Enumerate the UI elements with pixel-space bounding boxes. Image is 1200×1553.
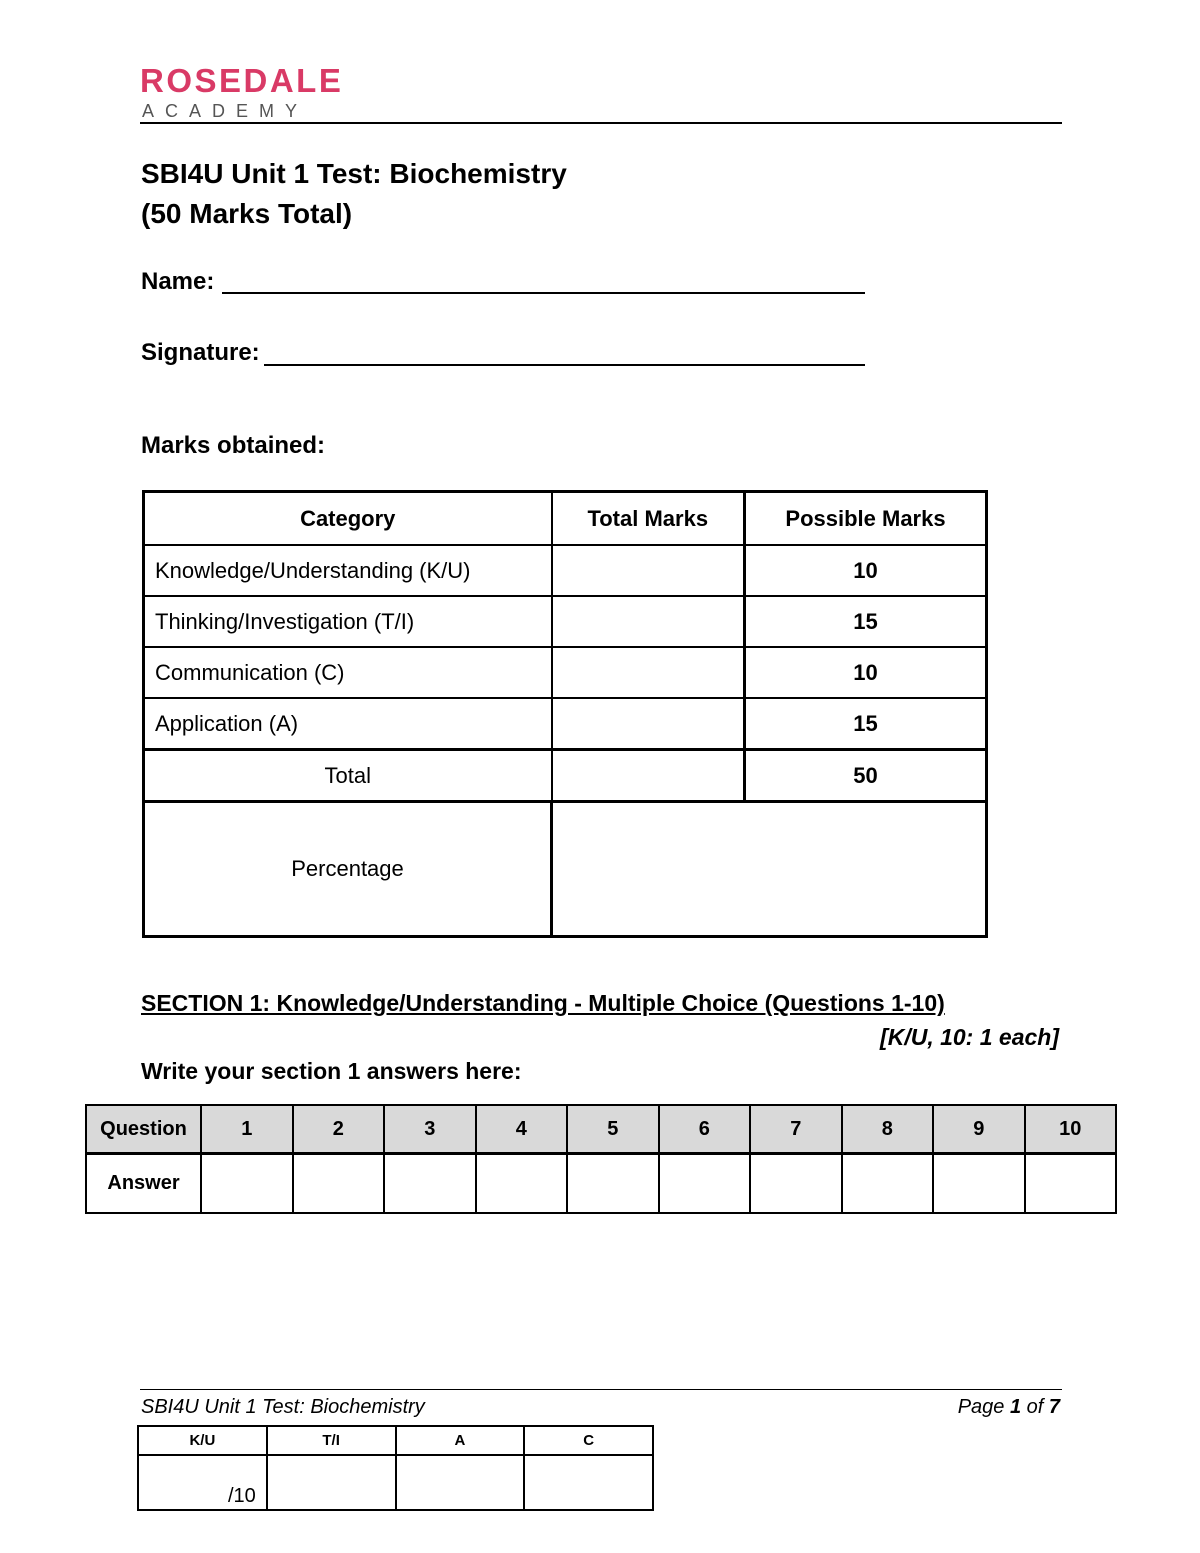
total-label-cell: Total — [144, 750, 552, 802]
question-number: 4 — [476, 1105, 568, 1154]
summary-ku-value[interactable]: /10 — [138, 1455, 267, 1510]
possible-marks-cell: 10 — [745, 647, 987, 698]
title-line-2: (50 Marks Total) — [141, 198, 353, 229]
marks-row-ku — [144, 545, 987, 596]
answer-table — [85, 1104, 1117, 1214]
header-rule — [140, 122, 1062, 124]
marks-row-c — [144, 647, 987, 698]
total-marks-cell[interactable] — [552, 750, 745, 802]
category-cell: Application (A) — [144, 698, 552, 750]
answer-cell-10[interactable] — [1025, 1154, 1117, 1214]
question-number: 6 — [659, 1105, 751, 1154]
question-number: 3 — [384, 1105, 476, 1154]
answer-cell-7[interactable] — [750, 1154, 842, 1214]
footer-rule — [140, 1389, 1062, 1390]
question-row — [86, 1105, 1116, 1154]
name-label: Name: — [141, 268, 215, 295]
section-1-instruction: Write your section 1 answers here: — [141, 1058, 522, 1084]
category-cell: Communication (C) — [144, 647, 552, 698]
answer-cell-5[interactable] — [567, 1154, 659, 1214]
logo-academy: ACADEMY — [142, 101, 309, 121]
possible-marks-cell: 15 — [745, 596, 987, 647]
summary-ti-value[interactable] — [267, 1455, 396, 1510]
page-title — [141, 154, 567, 234]
summary-a-value[interactable] — [396, 1455, 525, 1510]
logo-rosedale: ROSEDALE — [140, 62, 344, 99]
percentage-label-cell: Percentage — [144, 802, 552, 937]
page-current: 1 — [1009, 1396, 1022, 1418]
total-marks-cell[interactable] — [552, 545, 745, 596]
answer-label: Answer — [86, 1154, 201, 1214]
question-number: 8 — [842, 1105, 934, 1154]
section-1-marks: [K/U, 10: 1 each] — [880, 1024, 1059, 1050]
question-number: 7 — [750, 1105, 842, 1154]
summary-header-c: C — [524, 1426, 653, 1455]
answer-cell-4[interactable] — [476, 1154, 568, 1214]
page-prefix: Page — [957, 1396, 1010, 1418]
header-category: Category — [144, 492, 552, 546]
summary-header-row — [138, 1426, 653, 1455]
page-total: 7 — [1048, 1396, 1060, 1418]
footer-title: SBI4U Unit 1 Test: Biochemistry — [141, 1396, 425, 1418]
answer-cell-3[interactable] — [384, 1154, 476, 1214]
question-number: 10 — [1025, 1105, 1117, 1154]
percentage-value-cell[interactable] — [552, 802, 987, 937]
category-cell: Knowledge/Understanding (K/U) — [144, 545, 552, 596]
summary-header-a: A — [396, 1426, 525, 1455]
summary-c-value[interactable] — [524, 1455, 653, 1510]
marks-row-percentage — [144, 802, 987, 937]
marks-obtained-label: Marks obtained: — [141, 432, 326, 459]
summary-value-row — [138, 1455, 653, 1510]
header-possible-marks: Possible Marks — [745, 492, 987, 546]
category-cell: Thinking/Investigation (T/I) — [144, 596, 552, 647]
question-number: 2 — [293, 1105, 385, 1154]
marks-row-total — [144, 750, 987, 802]
summary-table — [137, 1425, 654, 1511]
answer-cell-8[interactable] — [842, 1154, 934, 1214]
answer-cell-6[interactable] — [659, 1154, 751, 1214]
answer-row — [86, 1154, 1116, 1214]
marks-row-ti — [144, 596, 987, 647]
question-number: 1 — [201, 1105, 293, 1154]
question-label: Question — [86, 1105, 201, 1154]
page-of: of — [1021, 1396, 1049, 1418]
section-1-heading: SECTION 1: Knowledge/Understanding - Multiple Choice (Questions 1-10) — [141, 990, 945, 1016]
question-number: 5 — [567, 1105, 659, 1154]
answer-cell-1[interactable] — [201, 1154, 293, 1214]
title-line-1: SBI4U Unit 1 Test: Biochemistry — [141, 158, 567, 189]
total-marks-cell[interactable] — [552, 647, 745, 698]
answer-cell-9[interactable] — [933, 1154, 1025, 1214]
marks-header-row — [144, 492, 987, 546]
question-number: 9 — [933, 1105, 1025, 1154]
answer-cell-2[interactable] — [293, 1154, 385, 1214]
page-number — [958, 1396, 1060, 1419]
summary-header-ti: T/I — [267, 1426, 396, 1455]
signature-field[interactable] — [264, 364, 865, 366]
name-field[interactable] — [222, 292, 865, 294]
total-marks-cell[interactable] — [552, 596, 745, 647]
marks-table — [142, 490, 988, 938]
marks-row-a — [144, 698, 987, 750]
possible-marks-cell: 15 — [745, 698, 987, 750]
header-total-marks: Total Marks — [552, 492, 745, 546]
possible-total-cell: 50 — [745, 750, 987, 802]
signature-label: Signature: — [141, 339, 260, 366]
possible-marks-cell: 10 — [745, 545, 987, 596]
summary-header-ku: K/U — [138, 1426, 267, 1455]
total-marks-cell[interactable] — [552, 698, 745, 750]
